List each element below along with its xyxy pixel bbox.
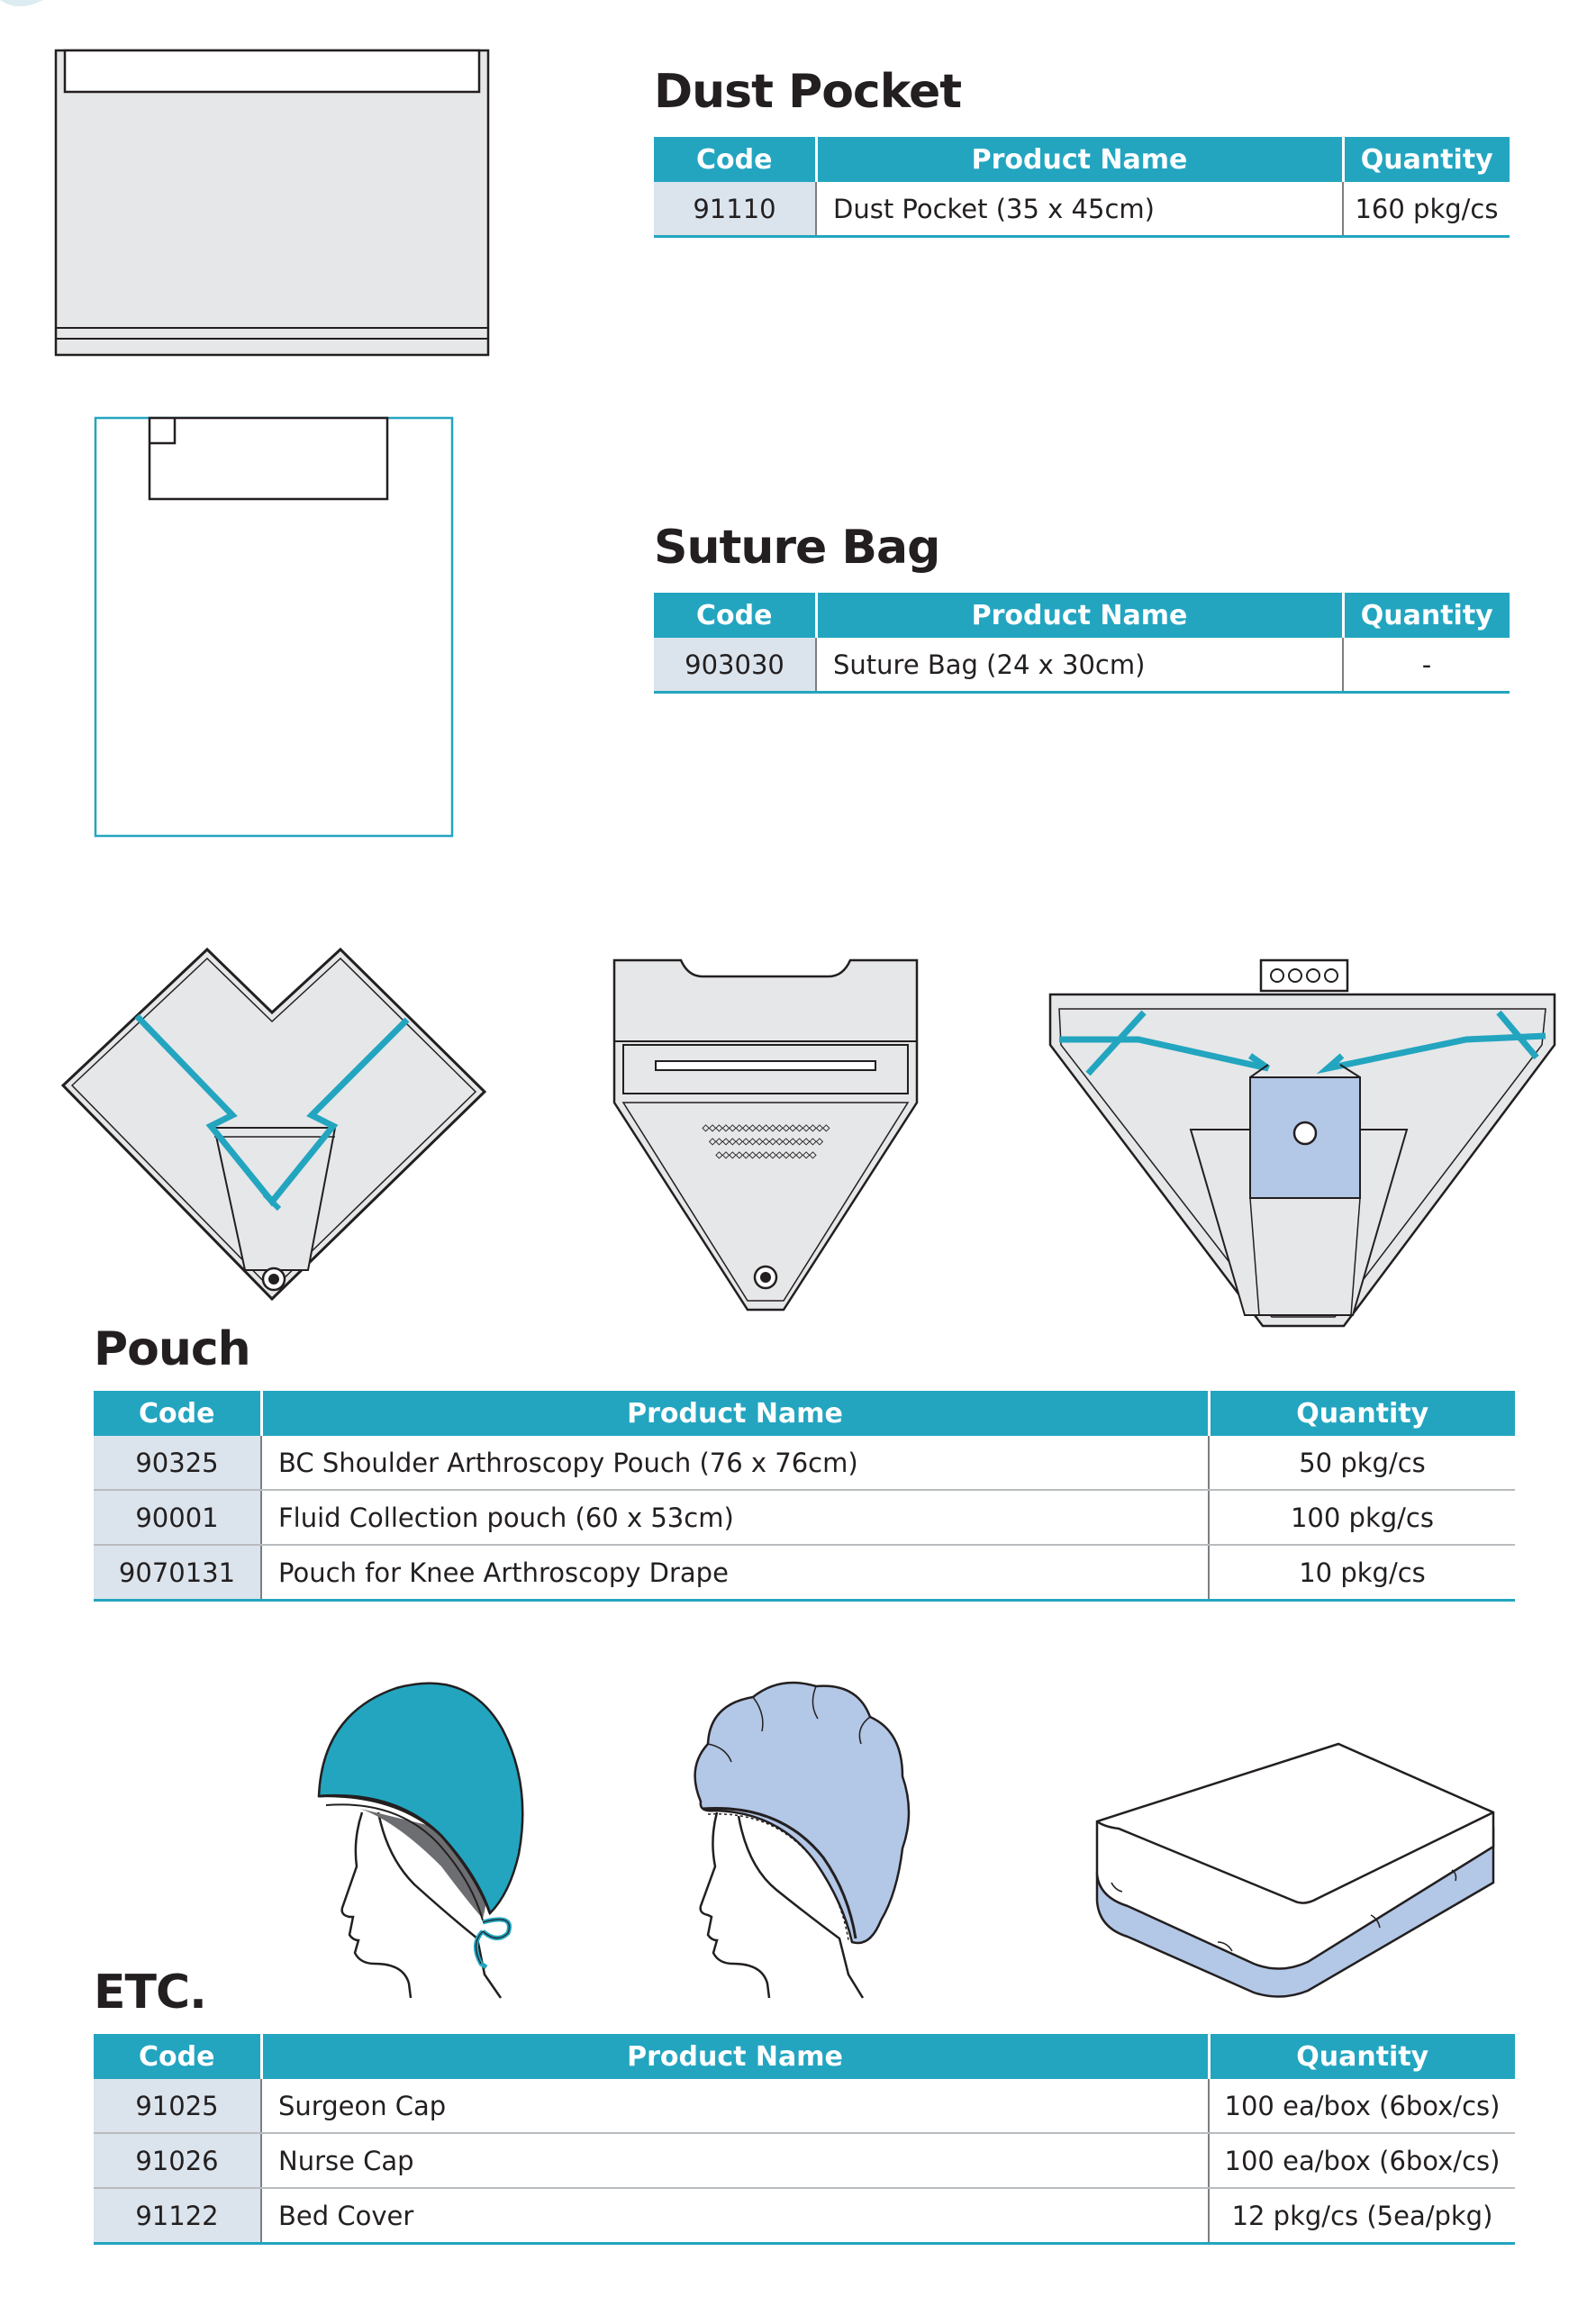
quantity-cell: 160 pkg/cs [1343,182,1510,237]
table-header-row [94,1391,1515,1436]
pouch-table [94,1391,1515,1602]
product-name-cell: Suture Bag (24 x 30cm) [816,638,1343,693]
quantity-cell: 12 pkg/cs (5ea/pkg) [1209,2188,1515,2244]
table-header-row [94,2034,1515,2079]
quantity-cell: 100 ea/box (6box/cs) [1209,2133,1515,2188]
product-name-header: Product Name [261,2034,1209,2079]
shoulder-pouch-illustration [59,948,492,1303]
product-name-cell: Bed Cover [261,2188,1209,2244]
code-cell: 903030 [654,638,816,693]
suture-bag-table [654,593,1510,694]
code-header: Code [94,1391,261,1436]
table-row [654,182,1510,237]
product-name-cell: Pouch for Knee Arthroscopy Drape [261,1545,1209,1601]
table-row [94,1490,1515,1545]
quantity-cell: - [1343,638,1510,693]
table-row [94,2133,1515,2188]
quantity-header: Quantity [1209,2034,1515,2079]
quantity-cell: 10 pkg/cs [1209,1545,1515,1601]
etc-table [94,2034,1515,2245]
product-name-header: Product Name [816,593,1343,638]
table-header-row [654,593,1510,638]
code-cell: 91025 [94,2079,261,2133]
knee-pouch-illustration [1047,958,1558,1330]
etc-title: ETC. [94,1966,206,2020]
nurse-cap-illustration [690,1677,924,2002]
code-header: Code [94,2034,261,2079]
table-row [94,1436,1515,1490]
quantity-header: Quantity [1343,593,1510,638]
svg-text:◇◇◇◇◇◇◇◇◇◇◇◇◇◇◇: ◇◇◇◇◇◇◇◇◇◇◇◇◇◇◇ [715,1148,816,1162]
product-name-cell: Nurse Cap [261,2133,1209,2188]
surgeon-cap-illustration [306,1677,531,2002]
fluid-collection-pouch-illustration [612,958,919,1317]
bed-cover-illustration [1092,1739,1506,2009]
code-cell: 90001 [94,1490,261,1545]
dust-pocket-illustration [54,49,492,359]
quantity-header: Quantity [1343,137,1510,182]
product-name-cell: BC Shoulder Arthroscopy Pouch (76 x 76cm) [261,1436,1209,1490]
corner-decoration [0,0,54,9]
code-cell: 9070131 [94,1545,261,1601]
quantity-header: Quantity [1209,1391,1515,1436]
dust-pocket-table [654,137,1510,238]
quantity-cell: 100 pkg/cs [1209,1490,1515,1545]
product-name-header: Product Name [816,137,1343,182]
code-header: Code [654,137,816,182]
svg-text:◇◇◇◇◇◇◇◇◇◇◇◇◇◇◇◇◇◇◇: ◇◇◇◇◇◇◇◇◇◇◇◇◇◇◇◇◇◇◇ [702,1121,830,1135]
code-cell: 91026 [94,2133,261,2188]
suture-bag-illustration [94,416,454,840]
product-name-cell: Dust Pocket (35 x 45cm) [816,182,1343,237]
table-row [94,1545,1515,1601]
dust-pocket-title: Dust Pocket [654,65,962,119]
table-row [654,638,1510,693]
quantity-cell: 100 ea/box (6box/cs) [1209,2079,1515,2133]
code-header: Code [654,593,816,638]
code-cell: 91110 [654,182,816,237]
product-name-header: Product Name [261,1391,1209,1436]
table-row [94,2188,1515,2244]
suture-bag-title: Suture Bag [654,521,940,575]
quantity-cell: 50 pkg/cs [1209,1436,1515,1490]
pouch-title: Pouch [94,1322,250,1376]
product-name-cell: Surgeon Cap [261,2079,1209,2133]
product-name-cell: Fluid Collection pouch (60 x 53cm) [261,1490,1209,1545]
code-cell: 91122 [94,2188,261,2244]
table-row [94,2079,1515,2133]
table-header-row [654,137,1510,182]
svg-text:◇◇◇◇◇◇◇◇◇◇◇◇◇◇◇◇◇: ◇◇◇◇◇◇◇◇◇◇◇◇◇◇◇◇◇ [708,1134,823,1148]
code-cell: 90325 [94,1436,261,1490]
